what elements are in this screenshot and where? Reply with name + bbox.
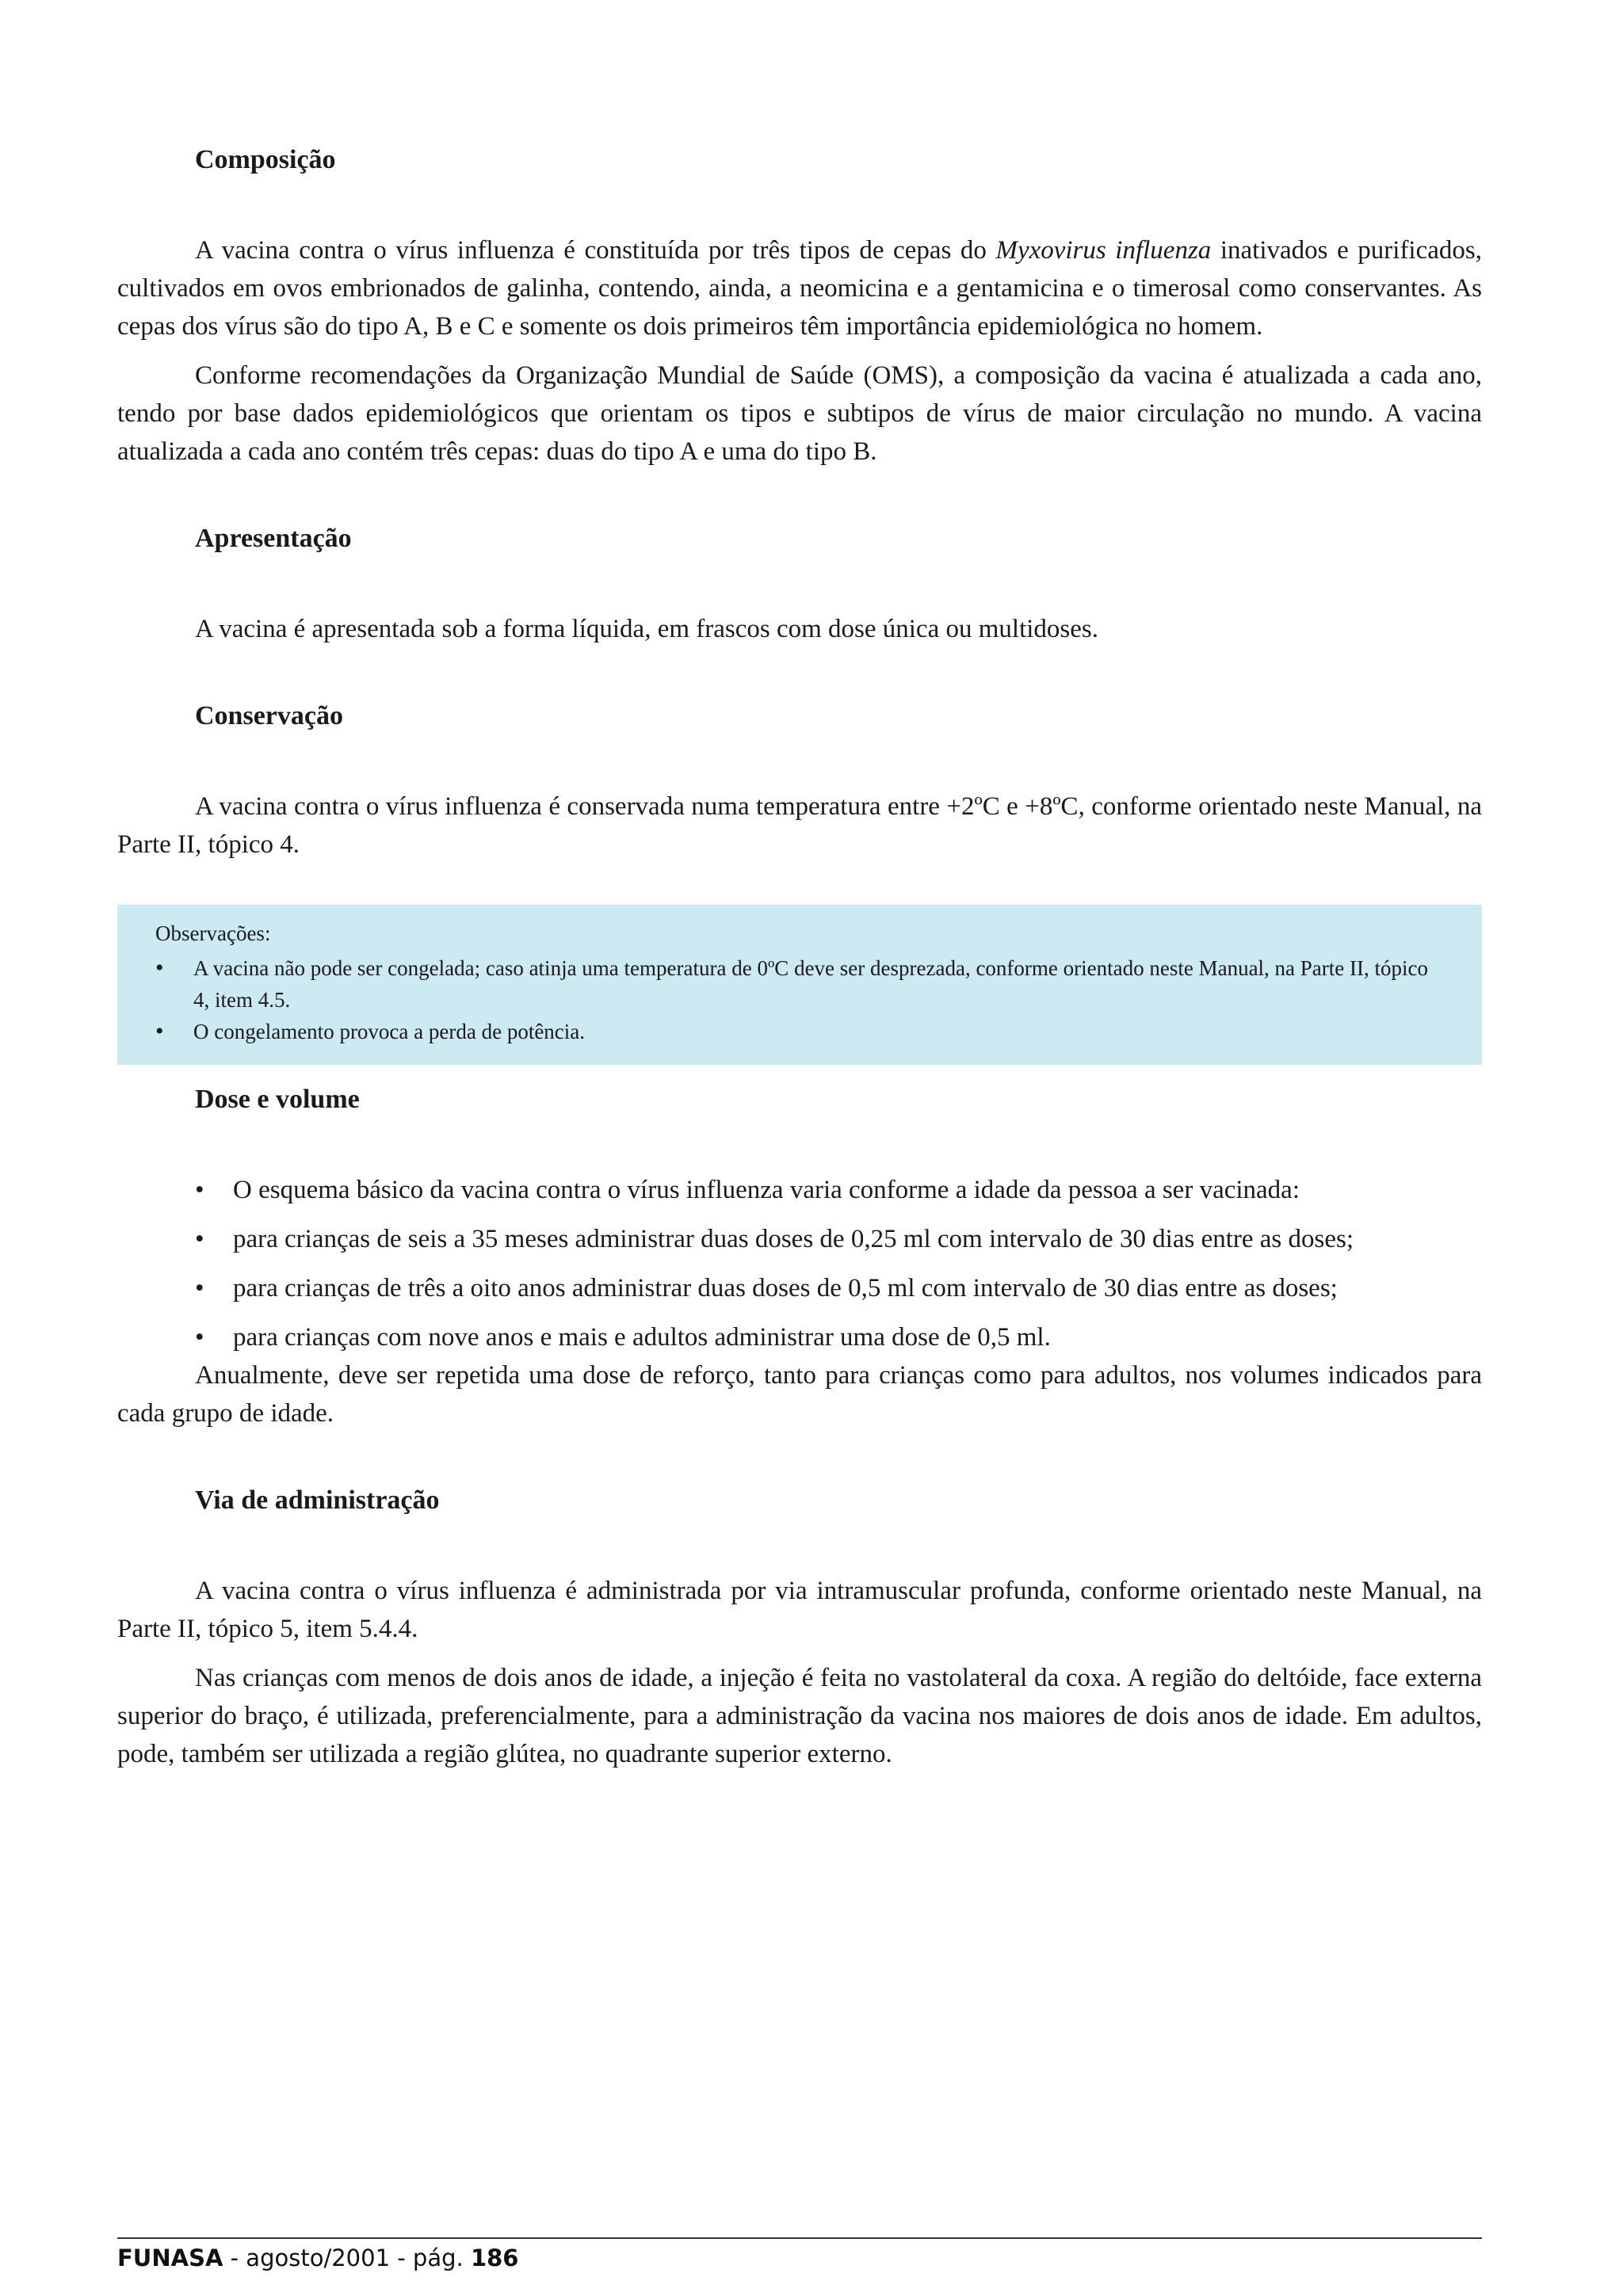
document-page [117, 143, 1482, 1773]
observations-box [117, 905, 1482, 1065]
paragraph-via-1: A vacina contra o vírus influenza é administrada por via intramuscular profunda, conforme orientado neste Manual, na Parte II, tópico 5, item 5.4.4. [117, 1577, 1482, 1643]
observations-title: Observações: [155, 921, 271, 945]
dose-item: • para crianças de seis a 35 meses administrar duas doses de 0,25 ml com intervalo de 30 dias entre as doses; [195, 1220, 1482, 1258]
bullet-icon: • [155, 1018, 164, 1044]
observation-item: • A vacina não pode ser congelada; caso atinja uma temperatura de 0ºC deve ser desprezada, conforme orientado neste Manual, na Parte II, tópico 4, item 4.5. [155, 952, 1444, 1016]
bullet-icon: • [155, 955, 164, 981]
paragraph-conservacao: A vacina contra o vírus influenza é conservada numa temperatura entre +2ºC e +8ºC, conforme orientado neste Manual, na Parte II, tópico 4. [117, 792, 1482, 859]
page-number: 186 [470, 2245, 519, 2271]
paragraph-composicao-1: A vacina contra o vírus influenza é constituída por três tipos de cepas do Myxovirus influenza inativados e purificados, cultivados em ovos embrionados de galinha, contendo, ainda, a neomicina e a gentamicina e o timerosal como conservantes. As cepas dos vírus são do tipo A, B e C e somente os dois primeiros têm importância epidemiológica no homem. [117, 236, 1482, 341]
observations-list [155, 952, 1444, 1047]
heading-composicao: Composição [195, 145, 336, 174]
bullet-icon: • [195, 1176, 204, 1204]
paragraph-apresentacao: A vacina é apresentada sob a forma líquida, em frascos com dose única ou multidoses. [195, 615, 1098, 643]
footer-brand: FUNASA [117, 2245, 223, 2271]
page-footer [117, 2237, 1482, 2272]
heading-apresentacao: Apresentação [195, 524, 352, 553]
bullet-icon: • [195, 1323, 204, 1352]
paragraph-via-2: Nas crianças com menos de dois anos de idade, a injeção é feita no vastolateral da coxa. A região do deltóide, face externa superior do braço, é utilizada, preferencialmente, para a administração da vacina nos maiores de dois anos de idade. Em adultos, pode, também ser utilizada a região glútea, no quadrante superior externo. [117, 1664, 1482, 1768]
dose-list [117, 1171, 1482, 1356]
bullet-icon: • [195, 1225, 204, 1253]
paragraph-dose: Anualmente, deve ser repetida uma dose de reforço, tanto para crianças como para adultos, nos volumes indicados para cada grupo de idade. [117, 1361, 1482, 1428]
paragraph-composicao-2: Conforme recomendações da Organização Mundial de Saúde (OMS), a composição da vacina é atualizada a cada ano, tendo por base dados epidemiológicos que orientam os tipos e subtipos de vírus de maior circulação no mundo. A vacina atualizada a cada ano contém três cepas: duas do tipo A e uma do tipo B. [117, 361, 1482, 466]
observation-item: • O congelamento provoca a perda de potência. [155, 1016, 1444, 1047]
heading-via-administracao: Via de administração [195, 1486, 440, 1515]
dose-item: • O esquema básico da vacina contra o vírus influenza varia conforme a idade da pessoa a ser vacinada: [195, 1171, 1482, 1209]
dose-item: • para crianças de três a oito anos administrar duas doses de 0,5 ml com intervalo de 30 dias entre as doses; [195, 1269, 1482, 1307]
species-name: Myxovirus influenza [995, 236, 1212, 265]
footer-date: - agosto/2001 - pág. [223, 2245, 471, 2271]
heading-conservacao: Conservação [195, 701, 343, 730]
dose-item: • para crianças com nove anos e mais e adultos administrar uma dose de 0,5 ml. [195, 1318, 1482, 1356]
heading-dose-volume: Dose e volume [195, 1085, 360, 1114]
bullet-icon: • [195, 1274, 204, 1302]
